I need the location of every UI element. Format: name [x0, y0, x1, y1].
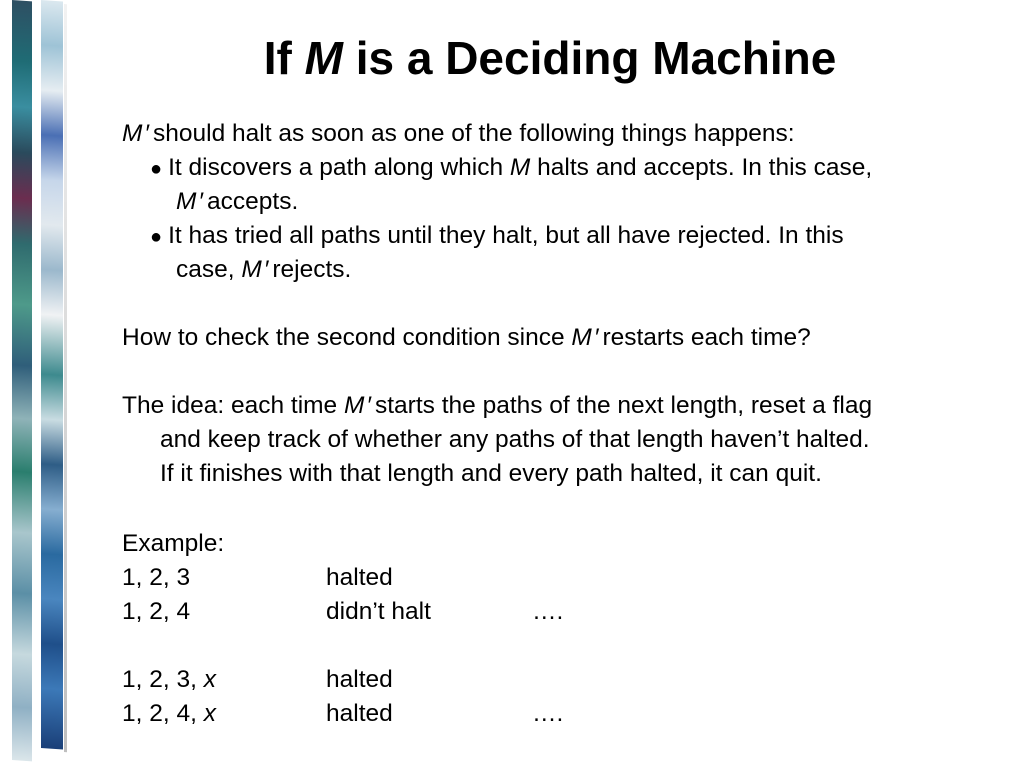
question-variable: M [571, 324, 592, 351]
example-row-4-more: …. [532, 700, 564, 727]
decorative-ribbon-right [41, 0, 63, 750]
idea-prime: ′ [366, 392, 371, 419]
bullet-1-cont-variable: M [176, 188, 197, 215]
idea-line-1 [122, 389, 872, 423]
idea-line-3: If it finishes with that length and every path halted, it can quit. [160, 460, 822, 487]
example-label: Example: [122, 530, 225, 557]
intro-line [122, 117, 795, 151]
intro-text: should halt as soon as one of the following things happens: [153, 120, 795, 147]
bullet-1 [150, 151, 872, 186]
idea-variable: M [343, 392, 365, 419]
question-text-b: restarts each time? [602, 324, 811, 351]
bullet-1-cont-text: accepts. [207, 188, 299, 215]
question-prime: ′ [593, 324, 599, 351]
slide-title [100, 28, 1000, 88]
bullet-2-continuation [176, 253, 351, 287]
question-text-a: How to check the second condition since [122, 324, 572, 351]
bullet-1-text-b: halts and accepts. In this case, [530, 154, 873, 181]
example-row-3-status: halted [326, 666, 393, 693]
example-row-4-path: 1, 2, 4, x [122, 700, 216, 727]
decorative-ribbon-left [12, 0, 32, 761]
bullet-1-continuation [176, 185, 298, 219]
example-row-3-path: 1, 2, 3, x [122, 666, 216, 693]
bullet-1-cont-prime: ′ [198, 188, 204, 215]
bullet-1-text-a: It discovers a path along which [168, 154, 510, 181]
intro-prime: ′ [144, 120, 150, 147]
example-row-1-status: halted [326, 564, 393, 591]
bullet-2-cont-variable: M [241, 256, 262, 283]
intro-variable: M [122, 120, 143, 147]
bullet-2-cont-prime: ′ [263, 256, 269, 283]
idea-line-2: and keep track of whether any paths of that length haven’t halted. [160, 426, 870, 453]
bullet-2-cont-text-b: rejects. [272, 256, 352, 283]
ribbon-shadow [64, 4, 67, 752]
idea-text-a: The idea: each time [122, 392, 344, 419]
title-prefix: If [263, 32, 305, 84]
example-row-1-path: 1, 2, 3 [122, 564, 191, 591]
bullet-2-cont-text-a: case, [176, 256, 242, 283]
bullet-2-text: It has tried all paths until they halt, but all have rejected. In this [168, 222, 844, 249]
example-row-2-path: 1, 2, 4 [122, 598, 191, 625]
example-row-4-status: halted [326, 700, 393, 727]
question-line [122, 321, 811, 355]
bullet-dot-icon: ● [150, 158, 163, 180]
bullet-1-variable: M [509, 154, 531, 181]
title-variable: M [304, 32, 343, 84]
idea-text-b: starts the paths of the next length, reset a flag [375, 392, 873, 419]
bullet-2 [150, 219, 844, 254]
example-row-2-more: …. [532, 598, 564, 625]
bullet-dot-icon: ● [150, 226, 163, 248]
title-suffix: is a Deciding Machine [342, 32, 837, 84]
example-row-2-status: didn’t halt [326, 598, 431, 625]
